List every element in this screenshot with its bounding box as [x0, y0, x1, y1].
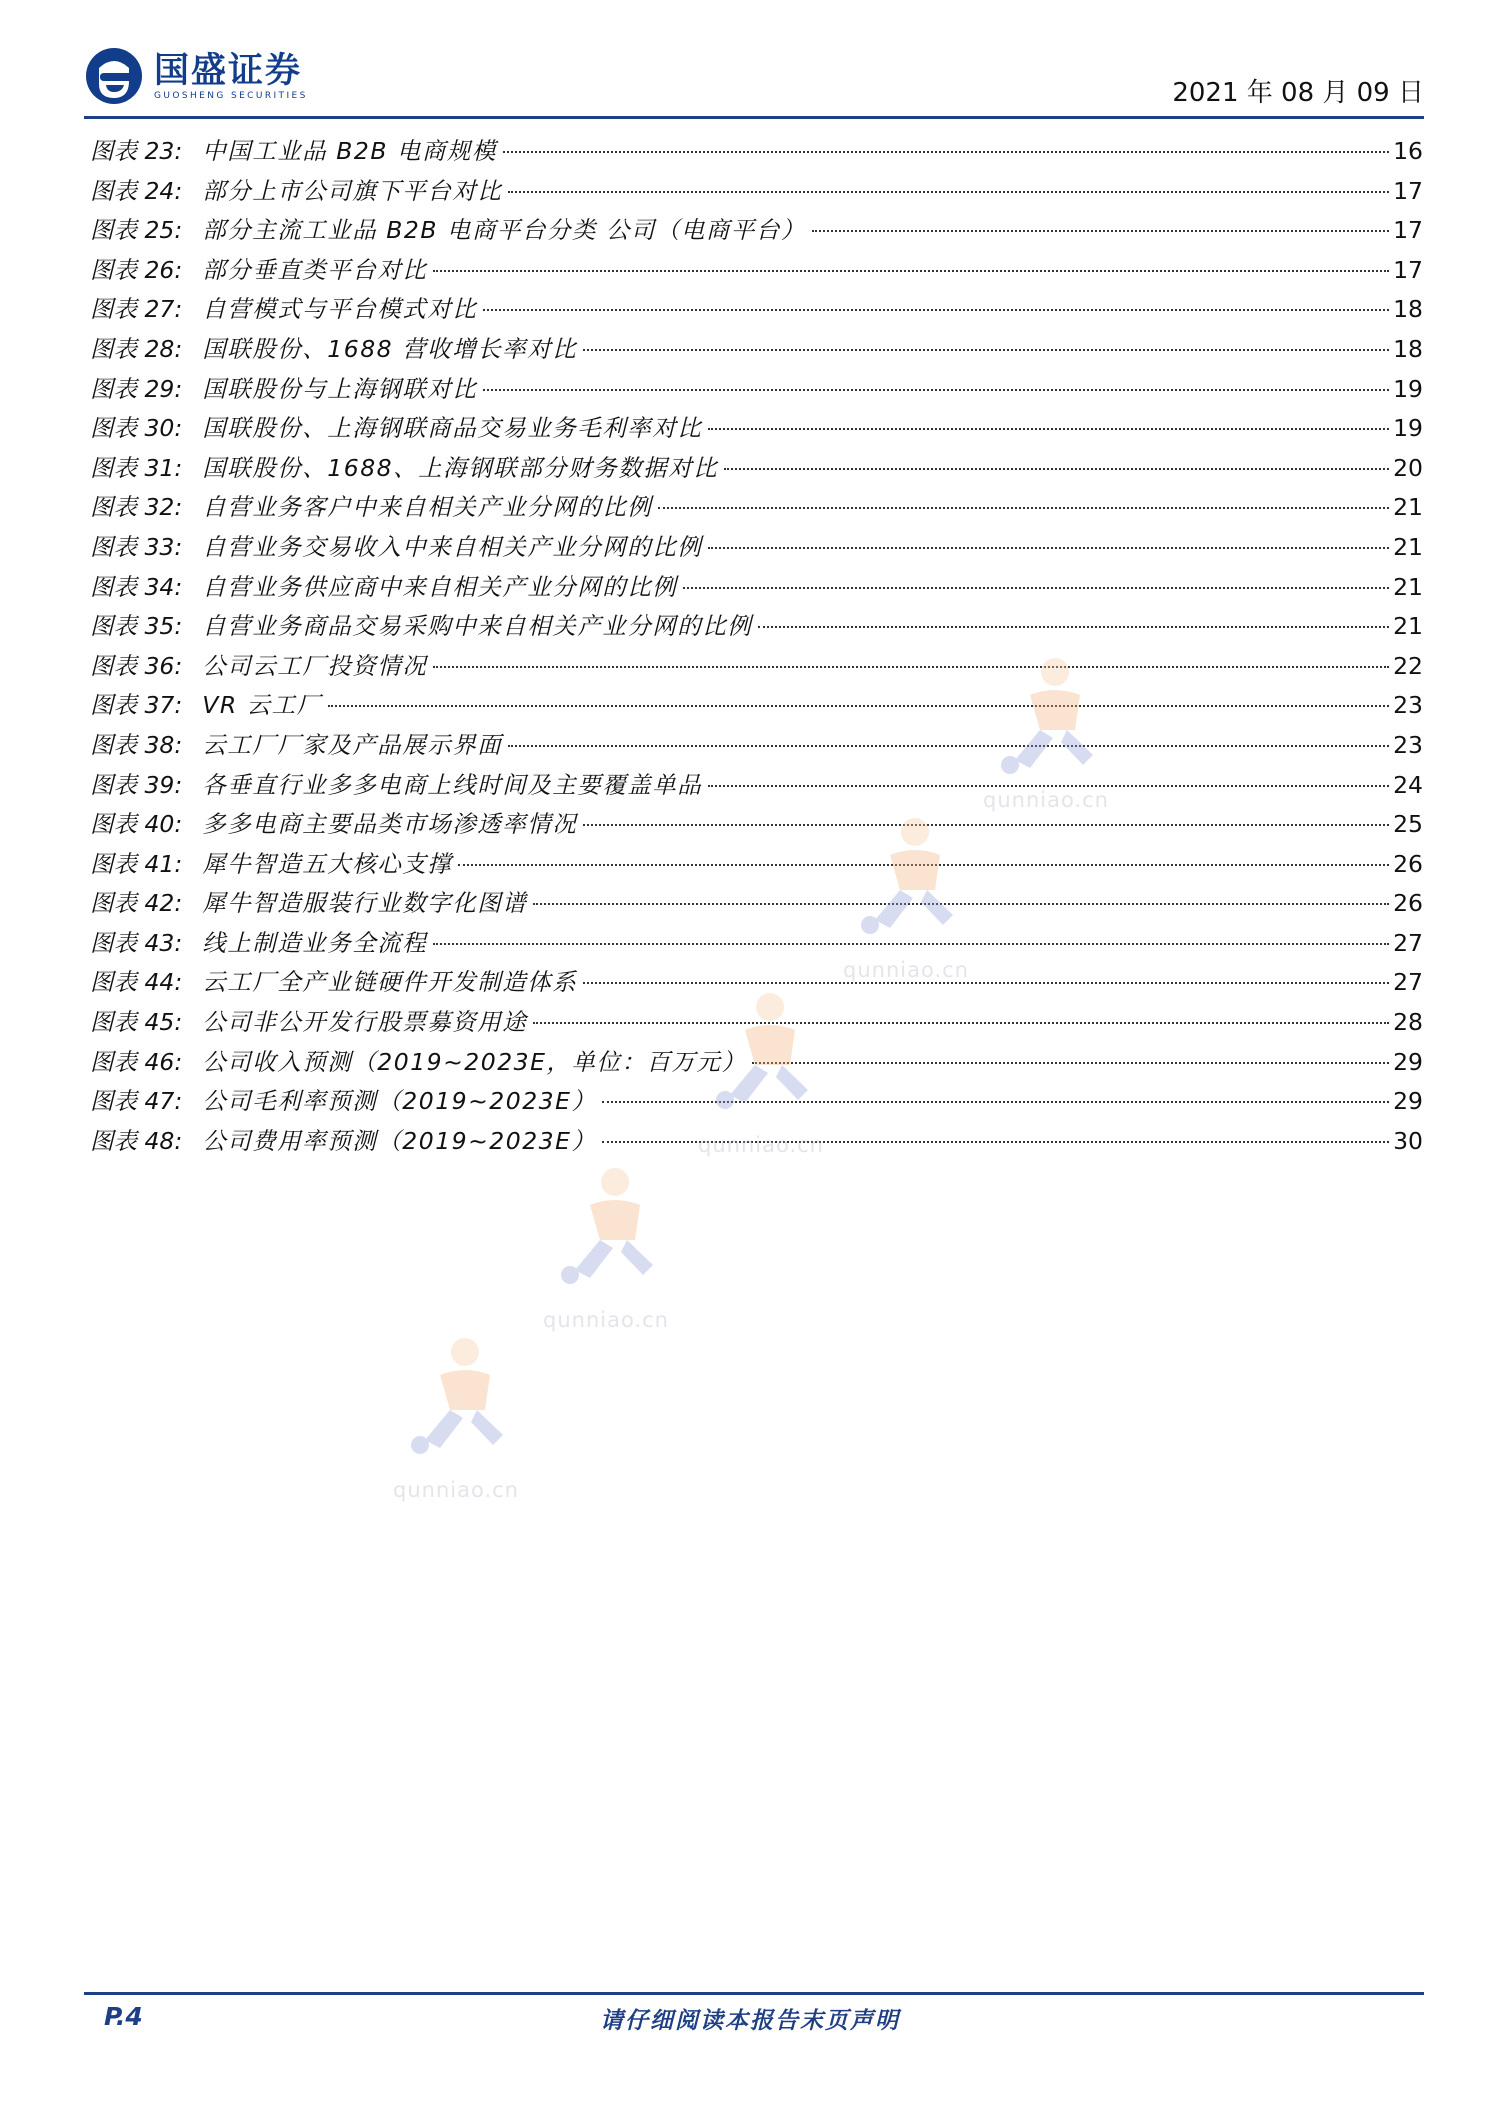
page-header	[84, 46, 1424, 116]
toc-entry[interactable]	[90, 488, 1423, 528]
toc-entry-title: 犀牛智造五大核心支撑	[202, 849, 453, 878]
watermark	[385, 1330, 535, 1500]
toc-entry-page: 18	[1393, 295, 1423, 324]
toc-entry-page: 21	[1393, 532, 1423, 561]
toc-entry-label: 图表 26:	[90, 255, 183, 284]
toc-dot-leader	[483, 389, 1389, 391]
toc-dot-leader	[683, 587, 1389, 589]
toc-entry-label: 图表 29:	[90, 374, 183, 403]
toc-entry-page: 30	[1393, 1126, 1423, 1155]
toc-entry[interactable]	[90, 884, 1423, 924]
runner-mascot-icon	[385, 1330, 535, 1460]
toc-entry-page: 19	[1393, 414, 1423, 443]
toc-entry-title: 公司费用率预测（2019~2023E）	[202, 1126, 597, 1155]
toc-entry-page: 26	[1393, 849, 1423, 878]
toc-entry[interactable]	[90, 251, 1423, 291]
toc-entry-label: 图表 42:	[90, 889, 183, 918]
toc-entry-title: 自营业务供应商中来自相关产业分网的比例	[202, 572, 678, 601]
toc-entry-label: 图表 32:	[90, 493, 183, 522]
toc-entry[interactable]	[90, 845, 1423, 885]
toc-entry-page: 22	[1393, 651, 1423, 680]
toc-entry[interactable]	[90, 726, 1423, 766]
toc-entry-title: 部分垂直类平台对比	[202, 255, 428, 284]
toc-entry-title: 公司云工厂投资情况	[202, 651, 428, 680]
report-date: 2021 年 08 月 09 日	[1172, 78, 1424, 108]
toc-dot-leader	[724, 468, 1389, 470]
toc-entry[interactable]	[90, 766, 1423, 806]
toc-entry-page: 21	[1393, 612, 1423, 641]
toc-dot-leader	[708, 428, 1389, 430]
company-name-cn: 国盛证券	[154, 50, 303, 91]
toc-entry[interactable]	[90, 607, 1423, 647]
toc-entry-page: 16	[1393, 137, 1423, 165]
runner-mascot-icon	[835, 810, 985, 940]
toc-dot-leader	[328, 705, 1389, 707]
toc-entry-label: 图表 44:	[90, 968, 183, 997]
toc-entry-title: 国联股份、上海钢联商品交易业务毛利率对比	[202, 414, 703, 443]
toc-entry-title: 线上制造业务全流程	[202, 928, 428, 957]
toc-entry-page: 19	[1393, 374, 1423, 403]
toc-entry-label: 图表 41:	[90, 849, 183, 878]
toc-entry-label: 图表 31:	[90, 453, 183, 482]
toc-dot-leader	[533, 1022, 1389, 1024]
toc-entry-page: 20	[1393, 453, 1423, 482]
toc-entry-label: 图表 46:	[90, 1047, 183, 1076]
toc-entry-label: 图表 38:	[90, 730, 183, 759]
toc-entry-title: 公司收入预测（2019~2023E，单位：百万元）	[202, 1047, 747, 1076]
toc-entry-title: 公司毛利率预测（2019~2023E）	[202, 1087, 597, 1116]
toc-entry[interactable]	[90, 211, 1423, 251]
toc-dot-leader	[508, 191, 1389, 193]
toc-entry[interactable]	[90, 686, 1423, 726]
toc-entry-title: 自营业务商品交易采购中来自相关产业分网的比例	[202, 612, 753, 641]
toc-entry-label: 图表 25:	[90, 216, 183, 245]
toc-entry-label: 图表 33:	[90, 532, 183, 561]
toc-entry-label: 图表 34:	[90, 572, 183, 601]
company-logo	[84, 46, 308, 106]
toc-dot-leader	[508, 745, 1389, 747]
toc-entry-title: 多多电商主要品类市场渗透率情况	[202, 810, 578, 839]
toc-entry-title: 各垂直行业多多电商上线时间及主要覆盖单品	[202, 770, 703, 799]
toc-entry-title: 国联股份与上海钢联对比	[202, 374, 478, 403]
footer-disclaimer-note: 请仔细阅读本报告末页声明	[600, 2008, 900, 2034]
toc-entry-title: 云工厂全产业链硬件开发制造体系	[202, 968, 578, 997]
watermark	[690, 985, 840, 1155]
toc-entry-page: 27	[1393, 968, 1423, 997]
watermark	[535, 1160, 685, 1330]
logo-emblem-icon	[84, 46, 144, 106]
watermark-text: qunniao.cn	[843, 958, 969, 982]
toc-entry-page: 26	[1393, 889, 1423, 918]
toc-entry-title: 部分上市公司旗下平台对比	[202, 176, 503, 205]
watermark	[975, 650, 1125, 810]
runner-mascot-icon	[690, 985, 840, 1115]
toc-entry-label: 图表 47:	[90, 1087, 183, 1116]
toc-entry-label: 图表 40:	[90, 810, 183, 839]
toc-dot-leader	[583, 824, 1389, 826]
toc-entry-title: 自营业务交易收入中来自相关产业分网的比例	[202, 532, 703, 561]
toc-entry-label: 图表 45:	[90, 1008, 183, 1037]
watermark	[835, 810, 985, 980]
watermark-text: qunniao.cn	[543, 1308, 669, 1332]
watermark-text: qunniao.cn	[698, 1133, 824, 1157]
toc-entry-title: 自营业务客户中来自相关产业分网的比例	[202, 493, 653, 522]
footer-divider	[84, 1992, 1424, 1995]
toc-dot-leader	[433, 270, 1389, 272]
toc-entry-title: 自营模式与平台模式对比	[202, 295, 478, 324]
toc-entry-label: 图表 28:	[90, 334, 183, 363]
toc-dot-leader	[583, 349, 1389, 351]
toc-entry-page: 29	[1393, 1047, 1423, 1076]
toc-entry-label: 图表 48:	[90, 1126, 183, 1155]
toc-entry-label: 图表 23:	[90, 137, 183, 165]
toc-entry[interactable]	[90, 805, 1423, 845]
toc-entry-title: 国联股份、1688 营收增长率对比	[202, 334, 578, 363]
toc-dot-leader	[658, 507, 1389, 509]
toc-entry-title: 云工厂厂家及产品展示界面	[202, 730, 503, 759]
toc-entry-label: 图表 36:	[90, 651, 183, 680]
toc-entry-title: 中国工业品 B2B 电商规模	[202, 137, 497, 165]
toc-dot-leader	[708, 547, 1389, 549]
toc-entry-label: 图表 30:	[90, 414, 183, 443]
toc-entry-title: 犀牛智造服装行业数字化图谱	[202, 889, 528, 918]
toc-entry[interactable]	[90, 449, 1423, 489]
toc-entry[interactable]	[90, 568, 1423, 608]
toc-entry-page: 28	[1393, 1008, 1423, 1037]
company-name-en: GUOSHENG SECURITIES	[154, 90, 308, 101]
toc-entry-page: 27	[1393, 928, 1423, 957]
toc-entry-page: 23	[1393, 691, 1423, 720]
toc-dot-leader	[812, 230, 1389, 232]
toc-dot-leader	[758, 626, 1389, 628]
toc-entry-title: VR 云工厂	[202, 691, 322, 720]
watermark-text: qunniao.cn	[983, 788, 1109, 812]
toc-entry-page: 17	[1393, 255, 1423, 284]
page-number: P.4	[104, 2002, 143, 2031]
toc-entry-label: 图表 43:	[90, 928, 183, 957]
toc-entry-page: 17	[1393, 216, 1423, 245]
toc-entry[interactable]	[90, 924, 1423, 964]
toc-entry[interactable]	[90, 290, 1423, 330]
toc-entry[interactable]	[90, 409, 1423, 449]
toc-entry[interactable]	[90, 370, 1423, 410]
toc-entry-page: 21	[1393, 493, 1423, 522]
toc-entry-page: 23	[1393, 730, 1423, 759]
toc-entry-page: 24	[1393, 770, 1423, 799]
toc-entry-page: 18	[1393, 334, 1423, 363]
toc-entry[interactable]	[90, 172, 1423, 212]
toc-entry[interactable]	[90, 647, 1423, 687]
toc-dot-leader	[752, 1062, 1389, 1064]
toc-entry-page: 17	[1393, 176, 1423, 205]
toc-entry-page: 21	[1393, 572, 1423, 601]
toc-entry-label: 图表 27:	[90, 295, 183, 324]
toc-entry-title: 国联股份、1688、上海钢联部分财务数据对比	[202, 453, 719, 482]
toc-entry[interactable]	[90, 528, 1423, 568]
toc-entry-label: 图表 39:	[90, 770, 183, 799]
toc-entry[interactable]	[90, 132, 1423, 172]
toc-entry-label: 图表 37:	[90, 691, 183, 720]
toc-entry-title: 部分主流工业品 B2B 电商平台分类 公司（电商平台）	[202, 216, 806, 245]
toc-dot-leader	[503, 151, 1389, 153]
toc-entry-label: 图表 35:	[90, 612, 183, 641]
toc-entry-title: 公司非公开发行股票募资用途	[202, 1008, 528, 1037]
toc-entry-label: 图表 24:	[90, 176, 183, 205]
toc-entry-page: 25	[1393, 810, 1423, 839]
runner-mascot-icon	[535, 1160, 685, 1290]
runner-mascot-icon	[975, 650, 1125, 780]
toc-entry[interactable]	[90, 330, 1423, 370]
toc-dot-leader	[483, 309, 1389, 311]
toc-entry-page: 29	[1393, 1087, 1423, 1116]
toc-dot-leader	[433, 666, 1389, 668]
header-divider	[84, 116, 1424, 119]
watermark-text: qunniao.cn	[393, 1478, 519, 1502]
